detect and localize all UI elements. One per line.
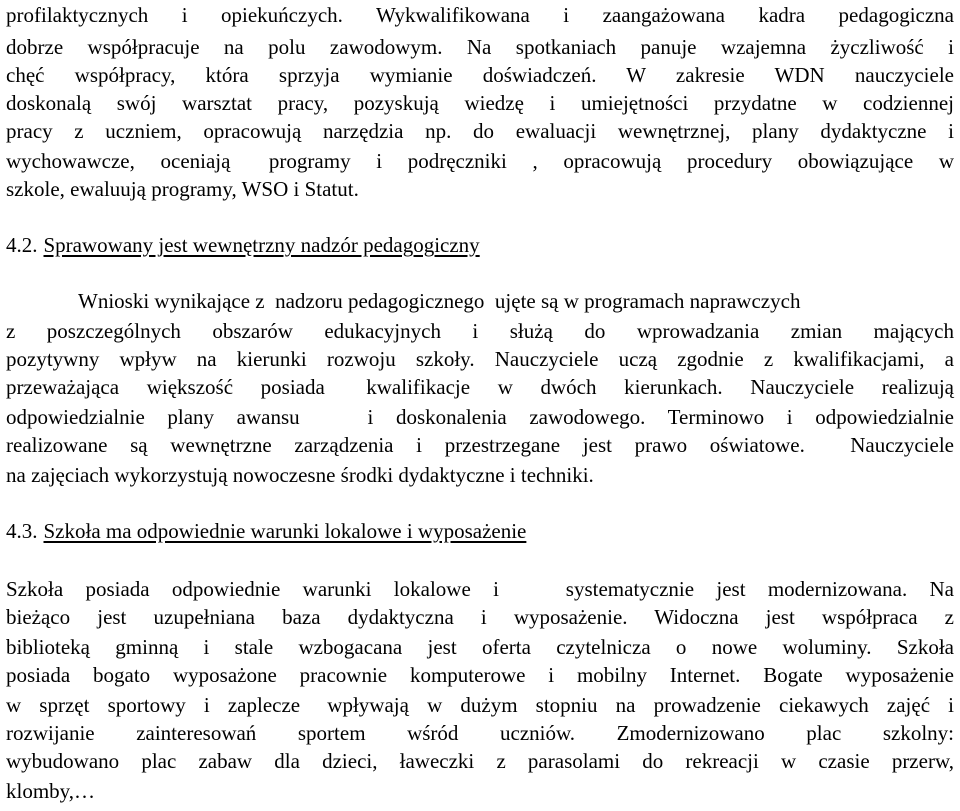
section-heading-4-2	[6, 232, 954, 258]
paragraph-line: pozytywny wpływ na kierunki rozwoju szkoły. Nauczyciele uczą zgodnie z kwalifikacjami, a	[6, 347, 954, 371]
paragraph-line: dobrze współpracuje na polu zawodowym. Na spotkaniach panuje wzajemna życzliwość i	[6, 35, 954, 59]
paragraph-line: realizowane są wewnętrzne zarządzenia i przestrzegane jest prawo oświatowe. Nauczyciele	[6, 433, 954, 457]
paragraph-line: wybudowano plac zabaw dla dzieci, ławeczki z parasolami do rekreacji w czasie przerw,	[6, 749, 954, 773]
paragraph-line: Szkoła posiada odpowiednie warunki lokalowe i systematycznie jest modernizowana. Na	[6, 577, 954, 601]
paragraph-line: Wnioski wynikające z nadzoru pedagogicznego ujęte są w programach naprawczych	[78, 289, 801, 313]
section-heading-4-3	[6, 518, 954, 544]
paragraph-line: klomby,…	[6, 779, 96, 803]
paragraph-line: wychowawcze, oceniają programy i podręczniki , opracowują procedury obowiązujące w	[6, 149, 954, 173]
paragraph-line: chęć współpracy, która sprzyja wymianie doświadczeń. W zakresie WDN nauczyciele	[6, 63, 954, 87]
paragraph-line: posiada bogato wyposażone pracownie komputerowe i mobilny Internet. Bogate wyposażenie	[6, 663, 954, 687]
heading-number: 4.2.	[6, 233, 38, 257]
paragraph-line: doskonalą swój warsztat pracy, pozyskują wiedzę i umiejętności przydatne w codziennej	[6, 91, 954, 115]
paragraph-line: profilaktycznych i opiekuńczych. Wykwalifikowana i zaangażowana kadra pedagogiczna	[6, 3, 954, 27]
paragraph-line: bieżąco jest uzupełniana baza dydaktyczna i wyposażenie. Widoczna jest współpraca z	[6, 605, 954, 629]
paragraph-line: pracy z uczniem, opracowują narzędzia np. do ewaluacji wewnętrznej, plany dydaktyczne i	[6, 119, 954, 143]
paragraph-line: przeważająca większość posiada kwalifikacje w dwóch kierunkach. Nauczyciele realizują	[6, 375, 954, 399]
heading-title: Sprawowany jest wewnętrzny nadzór pedagogiczny	[43, 233, 480, 257]
heading-number: 4.3.	[6, 519, 38, 543]
paragraph-line: rozwijanie zainteresowań sportem wśród uczniów. Zmodernizowano plac szkolny:	[6, 721, 954, 745]
paragraph-line: biblioteką gminną i stale wzbogacana jest oferta czytelnicza o nowe woluminy. Szkoła	[6, 635, 954, 659]
paragraph-line: odpowiedzialnie plany awansu i doskonalenia zawodowego. Terminowo i odpowiedzialnie	[6, 405, 954, 429]
paragraph-line: z poszczególnych obszarów edukacyjnych i służą do wprowadzania zmian mających	[6, 319, 954, 343]
paragraph-line: na zajęciach wykorzystują nowoczesne środki dydaktyczne i techniki.	[6, 463, 594, 487]
paragraph-line: w sprzęt sportowy i zaplecze wpływają w dużym stopniu na prowadzenie ciekawych zajęć i	[6, 693, 954, 717]
paragraph-line: szkole, ewaluują programy, WSO i Statut.	[6, 177, 359, 201]
heading-title: Szkoła ma odpowiednie warunki lokalowe i wyposażenie	[43, 519, 527, 543]
